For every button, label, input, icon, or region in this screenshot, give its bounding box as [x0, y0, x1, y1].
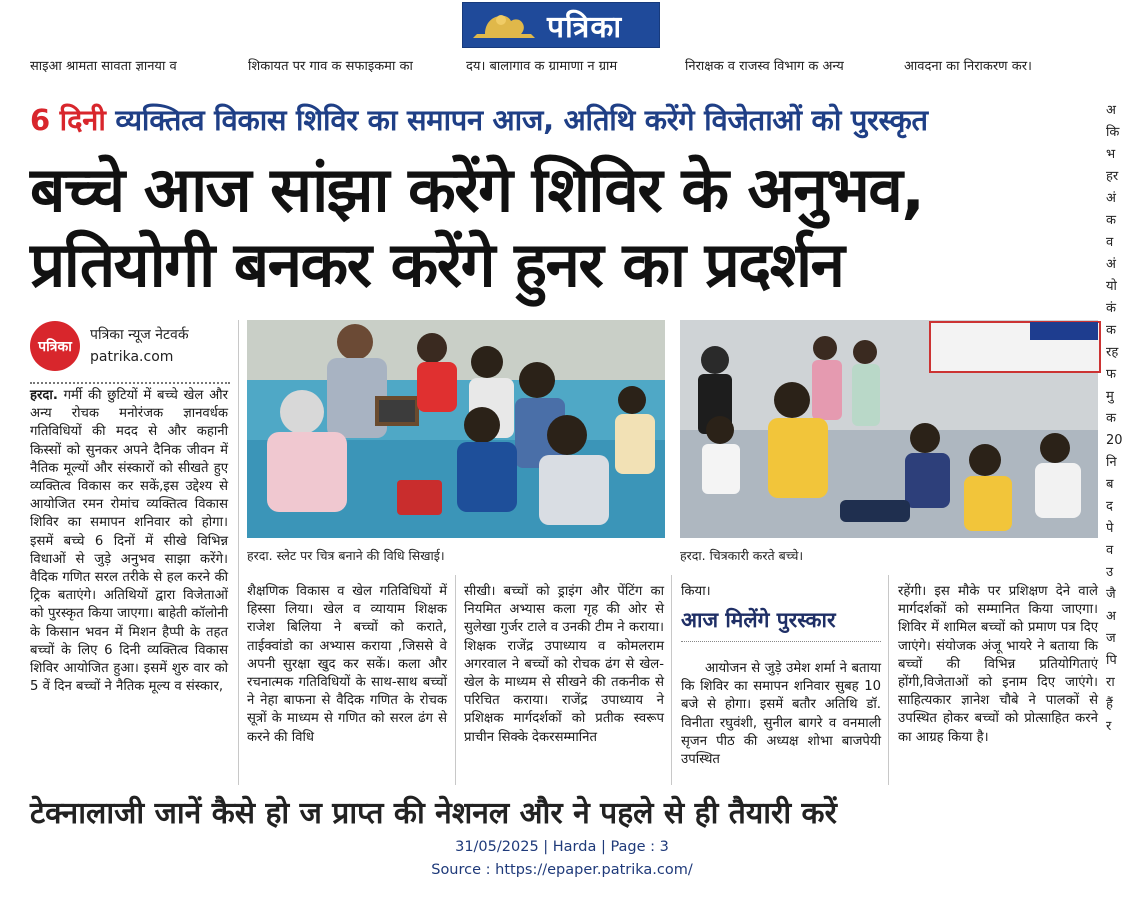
clipped-text: निराक्षक व राजस्व विभाग क अन्य — [685, 59, 844, 74]
clipped-text: 20 — [1106, 433, 1123, 448]
clipped-text: हर — [1106, 169, 1119, 184]
clipped-text: क — [1106, 323, 1116, 338]
clipped-text: टेक्नालाजी जानें कैसे हो ज प्राप्त की नेशनल और ने पहले से ही तैयारी करें — [30, 796, 837, 831]
clipped-text: साइआ श्रामता सावता ज्ञानया व — [30, 59, 177, 74]
byline-divider — [30, 382, 230, 384]
clipped-text: द — [1106, 499, 1113, 514]
byline-site[interactable]: patrika.com — [90, 349, 174, 365]
clipped-text: अं — [1106, 191, 1116, 206]
clipped-text: क — [1106, 213, 1116, 228]
clipped-text: अ — [1106, 103, 1116, 118]
clipped-text: यो — [1106, 279, 1117, 294]
photo-2-caption: हरदा. चित्रकारी करते बच्चे। — [680, 548, 804, 563]
article-column-3: सीखी। बच्चों को ड्राइंग और पेंटिंग का नियमित अभ्यास कला गृह की ओर से सुलेखा गुर्जर टाले व उनकी टीम ने कराया। शिक्षक राजेंद्र उपाध्याय व कोमलराम अगरवाल ने बच्चों को रोचक ढंग से खेल-खेल के माध्यम से सीखने की तकनीक से परिचित कराया। राजेंद्र उपाध्याय ने प्रशिक्षक मार्गदर्शकों को प्रतीक स्वरूप प्राचीन सिक्के देकरसम्मानित — [464, 584, 664, 745]
previous-article-clipped-line — [30, 59, 1092, 82]
photo-children-painting — [680, 320, 1098, 538]
article-column-4 — [681, 583, 881, 601]
kicker-text: व्यक्तित्व विकास शिविर का समापन आज, अतिथि करेंगे विजेताओं को पुरस्कृत — [105, 103, 928, 137]
byline — [90, 324, 189, 368]
article-kicker — [30, 100, 928, 139]
lion-emblem-icon — [471, 8, 537, 42]
clipped-text: पे — [1106, 521, 1114, 536]
dateline: हरदा. — [30, 388, 58, 403]
clipped-text: व — [1106, 543, 1114, 558]
clipped-text: कि — [1106, 125, 1120, 140]
logo-wordmark: पत्रिका — [547, 9, 623, 45]
clipped-text: शिकायत पर गाव क सफाइकमा का — [248, 59, 413, 74]
clipped-text: दय। बालागाव क ग्रामाणा न ग्राम — [466, 59, 618, 74]
clipped-text: अ — [1106, 609, 1116, 624]
clipped-text: र — [1106, 719, 1112, 734]
clipped-text: पि — [1106, 653, 1117, 668]
clipped-text: जै — [1106, 587, 1116, 602]
headline-line-2: प्रतियोगी बनकर करेंगे हुनर का प्रदर्शन — [30, 228, 844, 301]
footer-source[interactable]: Source : https://epaper.patrika.com/ — [431, 862, 693, 878]
photo-1-caption: हरदा. स्लेट पर चित्र बनाने की विधि सिखाई। — [247, 548, 445, 563]
column-divider — [455, 575, 456, 785]
clipped-text: उ — [1106, 565, 1114, 580]
clipped-text: भ — [1106, 147, 1116, 162]
column-divider — [888, 575, 889, 785]
clipped-text: अं — [1106, 257, 1116, 272]
clipped-text: क — [1106, 411, 1116, 426]
patrika-logo — [462, 2, 660, 48]
article-column-1 — [30, 387, 228, 696]
subheading-awards: आज मिलेंगे पुरस्कार — [681, 608, 836, 632]
column-text: गर्मी की छुटियों में बच्चे खेल और अन्य रोचक मनोरंजक ज्ञानवर्धक गतिविधियों की मदद से और कहानी किस्सों को सुनकर अपने दैनिक जीवन में नैतिक मूल्यों और संस्कारों को सीखते हुए व्यक्तित्व विकास कर सकें,इस उद्देश्य से आयोजित रमन रोमांच व्यक्तित्व विकास शिविर का समापन शनिवार को होगा। इसमें बच्चे 6 दिनों में सीखे विभिन्न विधाओं से जुड़े अनुभव साझा करेंगे। वैदिक गणित सरल तरीके से हल करने की ट्रिक बताएंगे। अतिथियों द्वारा विजेताओं को पुरस्कृत किया जाएगा। बाहेती कॉलोनी के किसान भवन में मिशन हैप्पी के तहत बच्चों के लिए 6 दिनी व्यक्तित्व विकास शिविर आयोजित हुआ। इसमें शुरु वार को 5 वें दिन बच्चों ने नैतिक मूल्य व संस्कार, — [30, 388, 228, 695]
photo-illustration — [247, 320, 665, 538]
byline-name: पत्रिका न्यूज नेटवर्क — [90, 327, 189, 343]
photo-slate-drawing — [247, 320, 665, 538]
clipped-text: ज — [1106, 631, 1116, 646]
clipped-text: व — [1106, 235, 1114, 250]
article-column-2: शैक्षणिक विकास व खेल गतिविधियों में हिस्सा लिया। खेल व व्यायाम शिक्षक राजेश बिलिया ने बच्चों को कराते, ताईक्वांडो का अभ्यास कराया ,जिससे वे अपनी सुरक्षा खुद कर सकें। कला और रचनात्मक गतिविधियों के साथ-साथ बच्चों ने नेहा बाफना से वैदिक गणित के रोचक सूत्रों के माध्यम से गणित को सरल ढंग से करने की विधि — [247, 584, 447, 745]
clipped-text: हैं — [1106, 697, 1113, 712]
column-divider — [671, 575, 672, 785]
footer-date-page: 31/05/2025 | Harda | Page : 3 — [455, 839, 669, 855]
column-text: किया। — [681, 584, 711, 599]
clipped-text: ब — [1106, 477, 1114, 492]
article-column-4-body: आयोजन से जुड़े उमेश शर्मा ने बताया कि शिविर का समापन शनिवार सुबह 10 बजे से होगा। इसमें बतौर अतिथि डॉ. विनीता रघुवंशी, सुनील बागरे व वनमाली सृजन पीठ की अध्यक्ष शोभा बाजपेयी उपस्थित — [681, 661, 881, 768]
clipped-text: रा — [1106, 675, 1115, 690]
patrika-badge-icon: पत्रिका — [30, 321, 80, 371]
photo-illustration — [680, 320, 1098, 538]
headline-line-1: बच्चे आज सांझा करेंगे शिविर के अनुभव, — [30, 153, 924, 226]
clipped-text: नि — [1106, 455, 1117, 470]
adjacent-article-clipped — [1106, 100, 1124, 790]
kicker-highlight: 6 दिनी — [30, 103, 106, 137]
clipped-text: फ — [1106, 367, 1117, 382]
next-article-clipped-headline — [30, 796, 1124, 831]
article-column-5: रहेंगी। इस मौके पर प्रशिक्षण देने वाले मार्गदर्शकों को सम्मानित किया जाएगा। शिविर में शामिल बच्चों को प्रमाण पत्र दिए जाएंगे। संयोजक अंजू भायरे ने बताया कि बच्चों की विभिन्न प्रतियोगिताएं होंगी,विजेताओं को इनाम दिए जाएंगे। साहित्यकार ज्ञानेश चौबे ने पालकों से उपस्थित होकर बच्चों को प्रोत्साहित करने का आग्रह किया है। — [898, 584, 1098, 745]
clipped-text: आवदना का निराकरण कर। — [904, 59, 1032, 74]
clipped-text: कं — [1106, 301, 1116, 316]
subheading-divider — [681, 641, 881, 642]
clipped-text: मु — [1106, 389, 1114, 404]
column-divider — [238, 320, 239, 785]
clipped-text: रह — [1106, 345, 1119, 360]
